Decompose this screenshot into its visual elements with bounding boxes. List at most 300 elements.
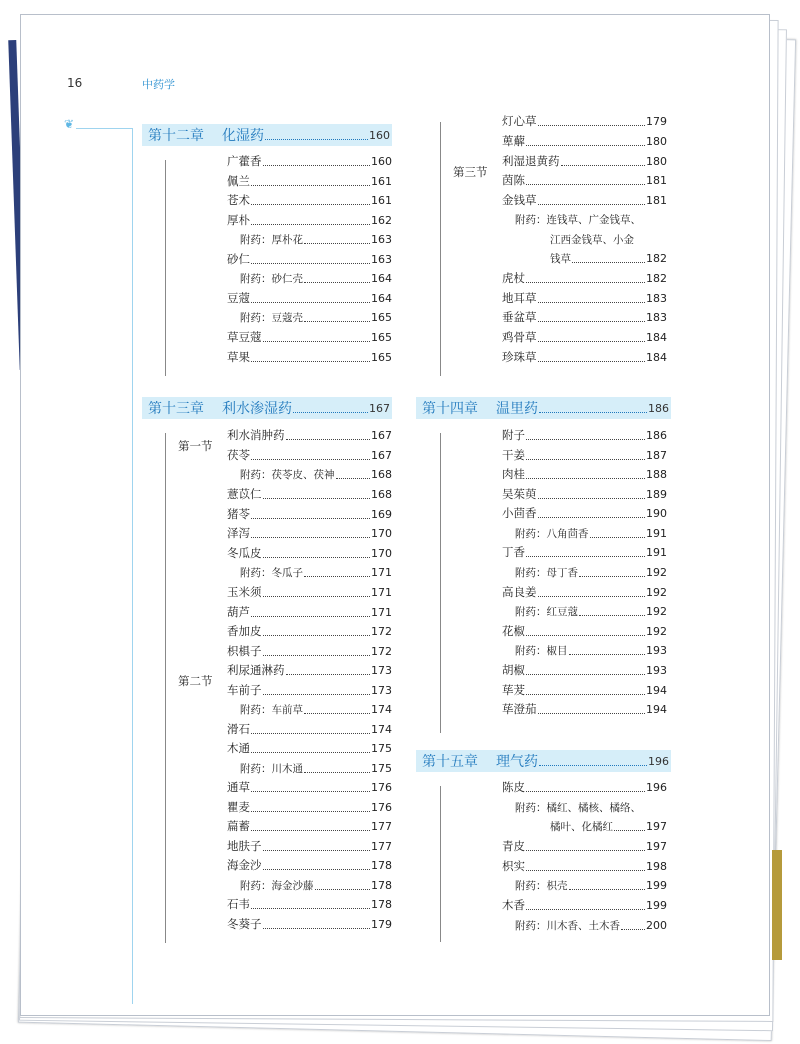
entry-page: 172 [371, 644, 392, 658]
toc-appendix-entry[interactable] [515, 524, 667, 542]
leader-dots [579, 568, 645, 577]
leader-dots [251, 608, 370, 617]
leader-dots [526, 470, 645, 479]
entry-name: 猪苓 [227, 507, 250, 521]
entry-name: 厚朴 [227, 213, 250, 227]
chapter-title: 理气药 [496, 754, 538, 770]
toc-entry[interactable] [227, 583, 392, 601]
entry-page: 171 [371, 605, 392, 619]
entry-page: 193 [646, 643, 667, 657]
leader-dots [263, 842, 371, 851]
leader-dots [304, 313, 370, 322]
leader-dots [526, 686, 645, 695]
leader-dots [263, 920, 371, 929]
toc-entry[interactable] [227, 817, 392, 835]
entry-page: 187 [646, 448, 667, 462]
entry-page: 178 [371, 858, 392, 872]
entry-name: 豆蔻 [227, 291, 250, 305]
entry-name: 玉米须 [227, 585, 262, 599]
entry-name: 附药：枳壳 [515, 879, 568, 892]
leader-dots [251, 216, 370, 225]
toc-appendix-entry[interactable] [240, 230, 392, 248]
toc-appendix-entry[interactable] [550, 817, 667, 835]
entry-page: 168 [371, 487, 392, 501]
entry-name: 珍珠草 [502, 350, 537, 364]
entry-name: 陈皮 [502, 780, 525, 794]
leader-dots [621, 921, 645, 930]
leader-dots [569, 646, 646, 655]
leader-dots [304, 705, 370, 714]
toc-entry[interactable] [227, 798, 392, 816]
toc-entry[interactable] [502, 681, 667, 699]
entry-page: 165 [371, 310, 392, 324]
entry-page: 180 [646, 134, 667, 148]
leader-dots [304, 764, 370, 773]
toc-entry[interactable] [227, 544, 392, 562]
toc-entry[interactable] [227, 778, 392, 796]
leader-dots [286, 666, 371, 675]
entry-name: 花椒 [502, 624, 525, 638]
section-label: 第二节 [178, 674, 213, 688]
leader-dots [263, 490, 371, 499]
entry-name: 肉桂 [502, 467, 525, 481]
entry-name: 草豆蔻 [227, 330, 262, 344]
toc-entry[interactable] [227, 681, 392, 699]
entry-name: 钱草 [550, 252, 571, 265]
toc-entry[interactable] [502, 543, 667, 561]
entry-page: 175 [371, 741, 392, 755]
toc-entry[interactable] [502, 289, 667, 307]
leader-dots [315, 881, 371, 890]
entry-page: 172 [371, 624, 392, 638]
toc-appendix-entry[interactable] [240, 563, 392, 581]
toc-entry[interactable] [502, 132, 667, 150]
entry-page: 169 [371, 507, 392, 521]
entry-page: 161 [371, 174, 392, 188]
leader-dots [614, 822, 645, 831]
section-label: 第三节 [453, 165, 488, 179]
entry-page: 194 [646, 683, 667, 697]
leader-dots [251, 294, 370, 303]
toc-appendix-entry[interactable] [240, 876, 392, 894]
toc-entry[interactable] [227, 856, 392, 874]
leader-dots [251, 255, 370, 264]
toc-entry[interactable] [502, 446, 667, 464]
entry-name: 附子 [502, 428, 525, 442]
leader-dots [251, 725, 370, 734]
entry-page: 178 [371, 897, 392, 911]
entry-page: 194 [646, 702, 667, 716]
entry-name: 干姜 [502, 448, 525, 462]
chapter-number: 第十四章 [422, 401, 478, 417]
toc-entry[interactable] [227, 211, 392, 229]
entry-page: 167 [371, 428, 392, 442]
entry-name: 附药：椒目 [515, 644, 568, 657]
toc-entry[interactable] [227, 426, 392, 444]
entry-name: 瞿麦 [227, 800, 250, 814]
entry-name: 广藿香 [227, 154, 262, 168]
entry-name: 垂盆草 [502, 310, 537, 324]
toc-entry[interactable] [502, 112, 667, 130]
leader-dots [539, 404, 647, 413]
entry-page: 178 [371, 878, 392, 892]
leader-dots [336, 470, 371, 479]
toc-entry[interactable] [227, 915, 392, 933]
entry-page: 199 [646, 898, 667, 912]
entry-name: 砂仁 [227, 252, 250, 266]
entry-page: 170 [371, 526, 392, 540]
toc-appendix-entry[interactable] [515, 602, 667, 620]
toc-appendix-entry[interactable] [240, 269, 392, 287]
toc-entry[interactable] [502, 583, 667, 601]
leader-dots [251, 822, 370, 831]
entry-page: 164 [371, 291, 392, 305]
entry-name: 地肤子 [227, 839, 262, 853]
toc-entry[interactable] [227, 250, 392, 268]
entry-page: 170 [371, 546, 392, 560]
toc-entry[interactable] [227, 739, 392, 757]
toc-entry[interactable] [227, 642, 392, 660]
leader-dots [526, 137, 645, 146]
leader-dots [263, 588, 371, 597]
toc-entry[interactable] [502, 348, 667, 366]
entry-page: 171 [371, 565, 392, 579]
group-bracket [440, 786, 441, 942]
chapter-title: 温里药 [496, 401, 538, 417]
leader-dots [526, 274, 645, 283]
entry-page: 171 [371, 585, 392, 599]
entry-name: 利湿退黄药 [502, 154, 560, 168]
entry-name: 附药：茯苓皮、茯神 [240, 468, 335, 481]
entry-page: 165 [371, 350, 392, 364]
toc-entry[interactable] [502, 622, 667, 640]
toc-entry[interactable] [227, 505, 392, 523]
leader-dots [263, 647, 371, 656]
leader-dots [538, 705, 646, 714]
toc-appendix-entry[interactable] [240, 465, 392, 483]
entry-name: 木通 [227, 741, 250, 755]
entry-name: 江西金钱草、小金 [550, 233, 634, 246]
entry-name: 地耳草 [502, 291, 537, 305]
guide-line [132, 128, 133, 1004]
leader-dots [539, 757, 647, 766]
toc-entry[interactable] [502, 857, 667, 875]
leader-dots [251, 803, 370, 812]
toc-entry[interactable] [227, 191, 392, 209]
entry-name: 石韦 [227, 897, 250, 911]
leader-dots [251, 451, 370, 460]
entry-name: 草果 [227, 350, 250, 364]
chapter-number: 第十五章 [422, 754, 478, 770]
entry-page: 181 [646, 173, 667, 187]
entry-name: 木香 [502, 898, 525, 912]
toc-entry[interactable] [227, 603, 392, 621]
entry-name: 丁香 [502, 545, 525, 559]
leader-dots [526, 176, 645, 185]
entry-name: 冬葵子 [227, 917, 262, 931]
entry-name: 附药：豆蔻壳 [240, 311, 303, 324]
entry-page: 189 [646, 487, 667, 501]
leader-dots [526, 431, 645, 440]
chapter-title: 化湿药 [222, 128, 264, 144]
entry-name: 荜澄茄 [502, 702, 537, 716]
toc-appendix-entry[interactable] [550, 230, 667, 248]
toc-appendix-entry[interactable] [240, 759, 392, 777]
toc-appendix-entry[interactable] [515, 563, 667, 581]
toc-appendix-entry[interactable] [515, 210, 667, 228]
entry-page: 192 [646, 604, 667, 618]
entry-page: 174 [371, 702, 392, 716]
leader-dots [263, 861, 371, 870]
toc-entry[interactable] [502, 152, 667, 170]
entry-name: 附药：母丁香 [515, 566, 578, 579]
toc-entry[interactable] [502, 778, 667, 796]
entry-page: 183 [646, 291, 667, 305]
entry-page: 182 [646, 271, 667, 285]
leader-dots [304, 235, 370, 244]
leader-dots [526, 451, 645, 460]
entry-page: 173 [371, 663, 392, 677]
leader-dots [251, 510, 370, 519]
group-bracket [165, 433, 166, 943]
leader-dots [538, 117, 646, 126]
leader-dots [538, 333, 646, 342]
entry-name: 萆薢 [502, 134, 525, 148]
leader-dots [293, 404, 368, 413]
entry-name: 青皮 [502, 839, 525, 853]
chapter-number: 第十二章 [148, 128, 204, 144]
toc-entry[interactable] [227, 172, 392, 190]
entry-name: 附药：冬瓜子 [240, 566, 303, 579]
entry-name: 附药：八角茴香 [515, 527, 589, 540]
entry-name: 灯心草 [502, 114, 537, 128]
entry-page: 177 [371, 819, 392, 833]
entry-page: 183 [646, 310, 667, 324]
entry-name: 佩兰 [227, 174, 250, 188]
entry-page: 198 [646, 859, 667, 873]
guide-line [76, 128, 132, 129]
book-cover-edge [772, 850, 782, 960]
entry-page: 200 [646, 918, 667, 932]
entry-name: 滑石 [227, 722, 250, 736]
toc-appendix-entry[interactable] [515, 798, 667, 816]
leader-dots [263, 157, 371, 166]
leader-dots [538, 196, 646, 205]
leader-dots [251, 783, 370, 792]
entry-name: 薏苡仁 [227, 487, 262, 501]
entry-name: 小茴香 [502, 506, 537, 520]
leader-dots [251, 353, 370, 362]
leader-dots [538, 313, 646, 322]
entry-page: 163 [371, 232, 392, 246]
entry-name: 荜茇 [502, 683, 525, 697]
toc-entry[interactable] [502, 191, 667, 209]
entry-name: 枳椇子 [227, 644, 262, 658]
entry-name: 附药：海金沙藤 [240, 879, 314, 892]
toc-entry[interactable] [502, 661, 667, 679]
entry-name: 鸡骨草 [502, 330, 537, 344]
entry-page: 162 [371, 213, 392, 227]
toc-entry[interactable] [502, 328, 667, 346]
leader-dots [263, 627, 371, 636]
entry-page: 167 [371, 448, 392, 462]
toc-appendix-entry[interactable] [240, 700, 392, 718]
entry-page: 197 [646, 819, 667, 833]
entry-name: 萹蓄 [227, 819, 250, 833]
leader-dots [538, 490, 646, 499]
entry-name: 利水消肿药 [227, 428, 285, 442]
toc-appendix-entry[interactable] [515, 641, 667, 659]
leader-dots [251, 529, 370, 538]
toc-entry[interactable] [227, 661, 392, 679]
entry-page: 161 [371, 193, 392, 207]
chapter-number: 第十三章 [148, 401, 204, 417]
entry-page: 193 [646, 663, 667, 677]
leader-dots [561, 157, 646, 166]
entry-page: 160 [371, 154, 392, 168]
chapter-heading[interactable] [142, 124, 392, 146]
entry-name: 利尿通淋药 [227, 663, 285, 677]
entry-page: 184 [646, 350, 667, 364]
entry-page: 192 [646, 624, 667, 638]
entry-name: 香加皮 [227, 624, 262, 638]
toc-entry[interactable] [227, 720, 392, 738]
book-title: 中药学 [142, 78, 175, 91]
chapter-page: 186 [648, 401, 669, 415]
leader-dots [538, 294, 646, 303]
entry-name: 金钱草 [502, 193, 537, 207]
entry-page: 196 [646, 780, 667, 794]
entry-page: 191 [646, 545, 667, 559]
leader-dots [263, 333, 371, 342]
leader-dots [251, 744, 370, 753]
leader-dots [538, 588, 646, 597]
group-bracket [165, 160, 166, 376]
leader-dots [251, 900, 370, 909]
leader-dots [572, 254, 645, 263]
entry-name: 附药：厚朴花 [240, 233, 303, 246]
leader-dots [526, 627, 645, 636]
entry-page: 176 [371, 780, 392, 794]
entry-name: 胡椒 [502, 663, 525, 677]
toc-entry[interactable] [227, 152, 392, 170]
entry-page: 175 [371, 761, 392, 775]
leader-dots [251, 177, 370, 186]
toc-entry[interactable] [227, 289, 392, 307]
toc-entry[interactable] [227, 446, 392, 464]
group-bracket [440, 122, 441, 376]
leader-dots [251, 196, 370, 205]
leader-dots [538, 353, 646, 362]
chapter-heading[interactable] [142, 397, 392, 419]
toc-entry[interactable] [227, 485, 392, 503]
entry-page: 168 [371, 467, 392, 481]
entry-name: 吴茱萸 [502, 487, 537, 501]
entry-name: 葫芦 [227, 605, 250, 619]
entry-page: 180 [646, 154, 667, 168]
entry-name: 附药：连钱草、广金钱草、 [515, 213, 641, 226]
toc-appendix-entry[interactable] [240, 308, 392, 326]
leader-dots [526, 842, 645, 851]
entry-page: 192 [646, 565, 667, 579]
entry-page: 176 [371, 800, 392, 814]
toc-appendix-entry[interactable] [550, 249, 667, 267]
entry-page: 192 [646, 585, 667, 599]
entry-page: 174 [371, 722, 392, 736]
toc-entry[interactable] [502, 485, 667, 503]
toc-entry[interactable] [502, 700, 667, 718]
leader-dots [526, 783, 645, 792]
entry-name: 附药：橘红、橘核、橘络、 [515, 801, 641, 814]
leader-dots [579, 607, 645, 616]
toc-entry[interactable] [502, 465, 667, 483]
leader-dots [526, 862, 645, 871]
toc-entry[interactable] [227, 524, 392, 542]
entry-name: 茵陈 [502, 173, 525, 187]
leader-dots [526, 548, 645, 557]
toc-appendix-entry[interactable] [515, 916, 667, 934]
toc-entry[interactable] [502, 269, 667, 287]
chapter-heading[interactable] [416, 750, 671, 772]
toc-entry[interactable] [227, 348, 392, 366]
toc-entry[interactable] [502, 308, 667, 326]
leader-dots [526, 901, 645, 910]
leader-dots [265, 131, 368, 140]
leader-dots [538, 509, 646, 518]
chapter-heading[interactable] [416, 397, 671, 419]
entry-page: 188 [646, 467, 667, 481]
entry-page: 197 [646, 839, 667, 853]
entry-page: 182 [646, 251, 667, 265]
entry-page: 190 [646, 506, 667, 520]
page-number: 16 [67, 76, 83, 90]
entry-name: 附药：红豆蔻 [515, 605, 578, 618]
toc-entry[interactable] [227, 837, 392, 855]
entry-name: 虎杖 [502, 271, 525, 285]
toc-entry[interactable] [227, 622, 392, 640]
leaf-icon: ❦ [64, 117, 75, 131]
entry-name: 枳实 [502, 859, 525, 873]
entry-page: 181 [646, 193, 667, 207]
toc-entry[interactable] [502, 171, 667, 189]
leader-dots [526, 666, 645, 675]
entry-page: 164 [371, 271, 392, 285]
entry-page: 186 [646, 428, 667, 442]
toc-entry[interactable] [227, 328, 392, 346]
leader-dots [590, 529, 646, 538]
entry-name: 橘叶、化橘红 [550, 820, 613, 833]
leader-dots [263, 549, 371, 558]
toc-entry[interactable] [227, 895, 392, 913]
entry-name: 通草 [227, 780, 250, 794]
toc-entry[interactable] [502, 896, 667, 914]
entry-page: 163 [371, 252, 392, 266]
group-bracket [440, 433, 441, 733]
chapter-title: 利水渗湿药 [222, 401, 292, 417]
toc-entry[interactable] [502, 504, 667, 522]
entry-name: 附药：车前草 [240, 703, 303, 716]
section-label: 第一节 [178, 439, 213, 453]
leader-dots [263, 686, 371, 695]
entry-name: 车前子 [227, 683, 262, 697]
toc-appendix-entry[interactable] [515, 876, 667, 894]
toc-entry[interactable] [502, 837, 667, 855]
entry-name: 茯苓 [227, 448, 250, 462]
toc-entry[interactable] [502, 426, 667, 444]
leader-dots [569, 881, 646, 890]
chapter-page: 167 [369, 401, 390, 415]
entry-page: 177 [371, 839, 392, 853]
